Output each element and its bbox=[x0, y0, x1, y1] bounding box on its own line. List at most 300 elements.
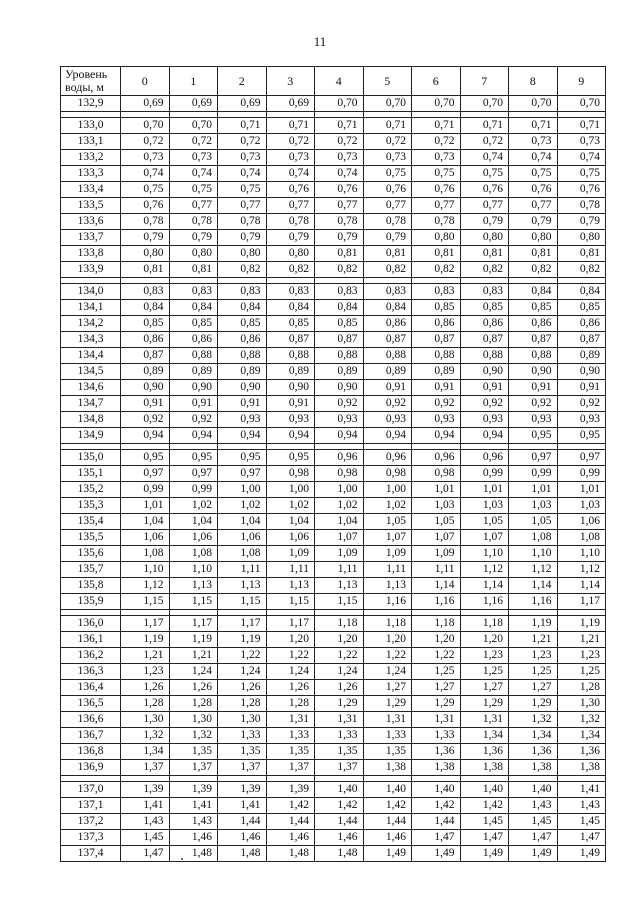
value-cell: 0,90 bbox=[169, 380, 218, 396]
value-cell: 1,44 bbox=[412, 814, 461, 830]
table-header-row bbox=[61, 67, 606, 96]
value-cell: 0,85 bbox=[412, 300, 461, 316]
value-cell: 0,83 bbox=[363, 284, 412, 300]
level-cell: 135,6 bbox=[61, 546, 121, 562]
value-cell: 1,12 bbox=[460, 562, 509, 578]
scan-speck bbox=[181, 858, 183, 860]
value-cell: 1,47 bbox=[557, 830, 606, 846]
value-cell: 1,31 bbox=[266, 712, 315, 728]
value-cell: 0,85 bbox=[557, 300, 606, 316]
level-cell: 134,2 bbox=[61, 316, 121, 332]
level-cell: 137,3 bbox=[61, 830, 121, 846]
table-row bbox=[61, 814, 606, 830]
value-cell: 1,32 bbox=[169, 728, 218, 744]
value-cell: 0,73 bbox=[557, 134, 606, 150]
value-cell: 1,39 bbox=[121, 782, 170, 798]
level-cell: 137,4 bbox=[61, 846, 121, 862]
value-cell: 0,74 bbox=[218, 166, 267, 182]
value-cell: 1,48 bbox=[315, 846, 364, 862]
value-cell: 1,08 bbox=[121, 546, 170, 562]
table-row bbox=[61, 798, 606, 814]
value-cell: 1,45 bbox=[509, 814, 558, 830]
value-cell: 0,80 bbox=[169, 246, 218, 262]
value-cell: 1,38 bbox=[460, 760, 509, 776]
value-cell: 0,98 bbox=[315, 466, 364, 482]
value-cell: 1,20 bbox=[315, 632, 364, 648]
value-cell: 1,29 bbox=[509, 696, 558, 712]
value-cell: 1,18 bbox=[460, 616, 509, 632]
table-row bbox=[61, 150, 606, 166]
value-cell: 0,86 bbox=[169, 332, 218, 348]
value-cell: 1,19 bbox=[557, 616, 606, 632]
value-cell: 0,72 bbox=[266, 134, 315, 150]
level-cell: 134,4 bbox=[61, 348, 121, 364]
value-cell: 1,46 bbox=[363, 830, 412, 846]
table-row bbox=[61, 262, 606, 278]
value-cell: 0,91 bbox=[363, 380, 412, 396]
table-row bbox=[61, 830, 606, 846]
value-cell: 0,76 bbox=[460, 182, 509, 198]
value-cell: 0,79 bbox=[266, 230, 315, 246]
table-row bbox=[61, 648, 606, 664]
level-cell: 134,1 bbox=[61, 300, 121, 316]
value-cell: 1,06 bbox=[266, 530, 315, 546]
value-cell: 1,19 bbox=[509, 616, 558, 632]
value-cell: 1,46 bbox=[315, 830, 364, 846]
value-cell: 0,78 bbox=[121, 214, 170, 230]
value-cell: 0,84 bbox=[169, 300, 218, 316]
value-cell: 0,91 bbox=[509, 380, 558, 396]
value-cell: 1,18 bbox=[412, 616, 461, 632]
value-cell: 0,69 bbox=[169, 96, 218, 112]
value-cell: 1,38 bbox=[557, 760, 606, 776]
value-cell: 1,04 bbox=[266, 514, 315, 530]
value-cell: 0,89 bbox=[121, 364, 170, 380]
value-cell: 0,98 bbox=[266, 466, 315, 482]
value-cell: 0,90 bbox=[315, 380, 364, 396]
value-cell: 1,02 bbox=[315, 498, 364, 514]
value-cell: 0,94 bbox=[218, 428, 267, 444]
value-cell: 0,81 bbox=[315, 246, 364, 262]
value-cell: 0,86 bbox=[218, 332, 267, 348]
column-header-5: 5 bbox=[363, 67, 412, 96]
value-cell: 1,06 bbox=[218, 530, 267, 546]
value-cell: 0,78 bbox=[412, 214, 461, 230]
table-row bbox=[61, 364, 606, 380]
column-header-1: 1 bbox=[169, 67, 218, 96]
value-cell: 0,91 bbox=[266, 396, 315, 412]
value-cell: 0,92 bbox=[121, 412, 170, 428]
value-cell: 1,03 bbox=[557, 498, 606, 514]
table-row bbox=[61, 466, 606, 482]
value-cell: 1,48 bbox=[218, 846, 267, 862]
value-cell: 0,76 bbox=[121, 198, 170, 214]
value-cell: 1,25 bbox=[412, 664, 461, 680]
table-row bbox=[61, 696, 606, 712]
value-cell: 0,84 bbox=[315, 300, 364, 316]
value-cell: 0,88 bbox=[509, 348, 558, 364]
value-cell: 0,86 bbox=[121, 332, 170, 348]
value-cell: 1,49 bbox=[460, 846, 509, 862]
value-cell: 1,16 bbox=[412, 594, 461, 610]
value-cell: 1,04 bbox=[315, 514, 364, 530]
value-cell: 0,81 bbox=[460, 246, 509, 262]
value-cell: 1,26 bbox=[315, 680, 364, 696]
value-cell: 0,80 bbox=[557, 230, 606, 246]
value-cell: 1,22 bbox=[363, 648, 412, 664]
value-cell: 1,30 bbox=[169, 712, 218, 728]
value-cell: 0,88 bbox=[169, 348, 218, 364]
value-cell: 1,47 bbox=[412, 830, 461, 846]
value-cell: 0,85 bbox=[266, 316, 315, 332]
value-cell: 0,71 bbox=[315, 118, 364, 134]
value-cell: 1,35 bbox=[169, 744, 218, 760]
level-cell: 136,5 bbox=[61, 696, 121, 712]
value-cell: 1,02 bbox=[169, 498, 218, 514]
table-row bbox=[61, 782, 606, 798]
value-cell: 0,89 bbox=[315, 364, 364, 380]
table-row bbox=[61, 246, 606, 262]
value-cell: 0,70 bbox=[363, 96, 412, 112]
value-cell: 0,77 bbox=[266, 198, 315, 214]
value-cell: 0,79 bbox=[315, 230, 364, 246]
value-cell: 1,13 bbox=[363, 578, 412, 594]
value-cell: 0,82 bbox=[460, 262, 509, 278]
value-cell: 1,20 bbox=[412, 632, 461, 648]
value-cell: 1,24 bbox=[363, 664, 412, 680]
value-cell: 0,77 bbox=[218, 198, 267, 214]
value-cell: 1,28 bbox=[218, 696, 267, 712]
value-cell: 1,47 bbox=[509, 830, 558, 846]
value-cell: 1,22 bbox=[266, 648, 315, 664]
value-cell: 1,34 bbox=[509, 728, 558, 744]
value-cell: 1,43 bbox=[121, 814, 170, 830]
value-cell: 0,84 bbox=[266, 300, 315, 316]
level-cell: 135,0 bbox=[61, 450, 121, 466]
value-cell: 1,01 bbox=[509, 482, 558, 498]
value-cell: 1,06 bbox=[557, 514, 606, 530]
value-cell: 1,33 bbox=[363, 728, 412, 744]
value-cell: 1,00 bbox=[266, 482, 315, 498]
level-cell: 133,6 bbox=[61, 214, 121, 230]
table-row bbox=[61, 396, 606, 412]
value-cell: 1,22 bbox=[315, 648, 364, 664]
value-cell: 0,74 bbox=[557, 150, 606, 166]
value-cell: 1,20 bbox=[266, 632, 315, 648]
value-cell: 0,82 bbox=[557, 262, 606, 278]
value-cell: 1,07 bbox=[315, 530, 364, 546]
value-cell: 1,17 bbox=[218, 616, 267, 632]
value-cell: 1,40 bbox=[315, 782, 364, 798]
value-cell: 1,31 bbox=[315, 712, 364, 728]
value-cell: 0,89 bbox=[169, 364, 218, 380]
level-cell: 133,1 bbox=[61, 134, 121, 150]
value-cell: 0,88 bbox=[315, 348, 364, 364]
table-body bbox=[61, 96, 606, 862]
value-cell: 1,33 bbox=[412, 728, 461, 744]
value-cell: 0,72 bbox=[315, 134, 364, 150]
value-cell: 1,21 bbox=[169, 648, 218, 664]
value-cell: 0,97 bbox=[169, 466, 218, 482]
value-cell: 1,05 bbox=[363, 514, 412, 530]
value-cell: 1,27 bbox=[363, 680, 412, 696]
value-cell: 1,27 bbox=[509, 680, 558, 696]
column-header-8: 8 bbox=[509, 67, 558, 96]
value-cell: 1,40 bbox=[412, 782, 461, 798]
value-cell: 0,95 bbox=[169, 450, 218, 466]
value-cell: 1,24 bbox=[315, 664, 364, 680]
value-cell: 0,94 bbox=[266, 428, 315, 444]
level-cell: 135,9 bbox=[61, 594, 121, 610]
value-cell: 1,47 bbox=[460, 830, 509, 846]
value-cell: 1,01 bbox=[557, 482, 606, 498]
level-cell: 137,1 bbox=[61, 798, 121, 814]
value-cell: 1,22 bbox=[218, 648, 267, 664]
value-cell: 1,46 bbox=[169, 830, 218, 846]
value-cell: 1,34 bbox=[460, 728, 509, 744]
value-cell: 0,85 bbox=[509, 300, 558, 316]
value-cell: 0,71 bbox=[557, 118, 606, 134]
value-cell: 1,35 bbox=[315, 744, 364, 760]
value-cell: 0,79 bbox=[121, 230, 170, 246]
value-cell: 1,35 bbox=[363, 744, 412, 760]
value-cell: 1,39 bbox=[218, 782, 267, 798]
value-cell: 1,26 bbox=[169, 680, 218, 696]
level-cell: 133,0 bbox=[61, 118, 121, 134]
value-cell: 1,34 bbox=[121, 744, 170, 760]
value-cell: 0,80 bbox=[121, 246, 170, 262]
value-cell: 1,32 bbox=[121, 728, 170, 744]
value-cell: 0,99 bbox=[121, 482, 170, 498]
level-cell: 134,8 bbox=[61, 412, 121, 428]
value-cell: 0,97 bbox=[557, 450, 606, 466]
value-cell: 1,11 bbox=[266, 562, 315, 578]
value-cell: 1,29 bbox=[315, 696, 364, 712]
value-cell: 0,74 bbox=[315, 166, 364, 182]
table-row bbox=[61, 846, 606, 862]
value-cell: 1,38 bbox=[509, 760, 558, 776]
value-cell: 0,75 bbox=[363, 166, 412, 182]
value-cell: 1,09 bbox=[315, 546, 364, 562]
value-cell: 1,01 bbox=[121, 498, 170, 514]
level-cell: 136,1 bbox=[61, 632, 121, 648]
water-level-table bbox=[60, 66, 606, 862]
value-cell: 0,97 bbox=[121, 466, 170, 482]
value-cell: 1,38 bbox=[363, 760, 412, 776]
value-cell: 0,71 bbox=[218, 118, 267, 134]
value-cell: 0,88 bbox=[412, 348, 461, 364]
value-cell: 0,75 bbox=[121, 182, 170, 198]
value-cell: 1,20 bbox=[460, 632, 509, 648]
value-cell: 0,97 bbox=[218, 466, 267, 482]
value-cell: 0,88 bbox=[363, 348, 412, 364]
value-cell: 0,71 bbox=[460, 118, 509, 134]
value-cell: 0,87 bbox=[460, 332, 509, 348]
table-row bbox=[61, 562, 606, 578]
value-cell: 0,87 bbox=[315, 332, 364, 348]
table-row bbox=[61, 182, 606, 198]
level-cell: 136,7 bbox=[61, 728, 121, 744]
table-row bbox=[61, 498, 606, 514]
value-cell: 1,21 bbox=[509, 632, 558, 648]
table-row bbox=[61, 118, 606, 134]
value-cell: 0,91 bbox=[557, 380, 606, 396]
value-cell: 0,79 bbox=[509, 214, 558, 230]
value-cell: 0,79 bbox=[218, 230, 267, 246]
value-cell: 1,19 bbox=[169, 632, 218, 648]
value-cell: 0,76 bbox=[412, 182, 461, 198]
value-cell: 0,86 bbox=[557, 316, 606, 332]
value-cell: 0,80 bbox=[460, 230, 509, 246]
value-cell: 1,42 bbox=[412, 798, 461, 814]
value-cell: 0,73 bbox=[266, 150, 315, 166]
value-cell: 0,85 bbox=[121, 316, 170, 332]
value-cell: 1,48 bbox=[169, 846, 218, 862]
value-cell: 1,41 bbox=[557, 782, 606, 798]
value-cell: 1,16 bbox=[509, 594, 558, 610]
value-cell: 0,84 bbox=[121, 300, 170, 316]
value-cell: 0,75 bbox=[509, 166, 558, 182]
value-cell: 1,28 bbox=[266, 696, 315, 712]
value-cell: 1,26 bbox=[218, 680, 267, 696]
value-cell: 0,93 bbox=[266, 412, 315, 428]
table-row bbox=[61, 760, 606, 776]
value-cell: 0,82 bbox=[315, 262, 364, 278]
table-row bbox=[61, 546, 606, 562]
value-cell: 0,99 bbox=[460, 466, 509, 482]
value-cell: 0,87 bbox=[412, 332, 461, 348]
value-cell: 0,94 bbox=[169, 428, 218, 444]
value-cell: 1,37 bbox=[169, 760, 218, 776]
table-row bbox=[61, 514, 606, 530]
value-cell: 0,78 bbox=[363, 214, 412, 230]
value-cell: 1,03 bbox=[460, 498, 509, 514]
table-row bbox=[61, 134, 606, 150]
table-row bbox=[61, 712, 606, 728]
value-cell: 1,31 bbox=[460, 712, 509, 728]
table-row bbox=[61, 332, 606, 348]
value-cell: 1,30 bbox=[557, 696, 606, 712]
value-cell: 0,81 bbox=[412, 246, 461, 262]
level-cell: 136,6 bbox=[61, 712, 121, 728]
value-cell: 0,97 bbox=[509, 450, 558, 466]
value-cell: 1,02 bbox=[363, 498, 412, 514]
value-cell: 1,11 bbox=[363, 562, 412, 578]
value-cell: 0,85 bbox=[169, 316, 218, 332]
value-cell: 1,17 bbox=[169, 616, 218, 632]
level-cell: 135,1 bbox=[61, 466, 121, 482]
value-cell: 1,41 bbox=[169, 798, 218, 814]
value-cell: 1,49 bbox=[509, 846, 558, 862]
value-cell: 1,45 bbox=[121, 830, 170, 846]
value-cell: 0,72 bbox=[412, 134, 461, 150]
value-cell: 0,79 bbox=[557, 214, 606, 230]
table-row bbox=[61, 482, 606, 498]
value-cell: 0,82 bbox=[509, 262, 558, 278]
value-cell: 0,92 bbox=[557, 396, 606, 412]
value-cell: 0,81 bbox=[363, 246, 412, 262]
value-cell: 1,19 bbox=[121, 632, 170, 648]
level-cell: 133,3 bbox=[61, 166, 121, 182]
value-cell: 0,92 bbox=[509, 396, 558, 412]
value-cell: 1,02 bbox=[266, 498, 315, 514]
value-cell: 0,78 bbox=[218, 214, 267, 230]
value-cell: 0,85 bbox=[218, 316, 267, 332]
value-cell: 1,17 bbox=[557, 594, 606, 610]
table-row bbox=[61, 616, 606, 632]
value-cell: 1,32 bbox=[509, 712, 558, 728]
value-cell: 0,95 bbox=[509, 428, 558, 444]
value-cell: 1,36 bbox=[509, 744, 558, 760]
value-cell: 1,40 bbox=[363, 782, 412, 798]
value-cell: 1,13 bbox=[266, 578, 315, 594]
value-cell: 1,15 bbox=[218, 594, 267, 610]
value-cell: 0,96 bbox=[315, 450, 364, 466]
value-cell: 0,85 bbox=[460, 300, 509, 316]
value-cell: 1,08 bbox=[218, 546, 267, 562]
value-cell: 1,29 bbox=[363, 696, 412, 712]
value-cell: 1,05 bbox=[460, 514, 509, 530]
column-header-4: 4 bbox=[315, 67, 364, 96]
value-cell: 0,94 bbox=[121, 428, 170, 444]
value-cell: 1,31 bbox=[363, 712, 412, 728]
value-cell: 0,75 bbox=[557, 166, 606, 182]
value-cell: 1,49 bbox=[363, 846, 412, 862]
value-cell: 0,73 bbox=[412, 150, 461, 166]
table-row bbox=[61, 578, 606, 594]
value-cell: 1,15 bbox=[266, 594, 315, 610]
value-cell: 0,87 bbox=[363, 332, 412, 348]
value-cell: 1,40 bbox=[460, 782, 509, 798]
value-cell: 1,28 bbox=[557, 680, 606, 696]
value-cell: 0,70 bbox=[121, 118, 170, 134]
level-cell: 135,8 bbox=[61, 578, 121, 594]
value-cell: 1,15 bbox=[121, 594, 170, 610]
value-cell: 0,89 bbox=[412, 364, 461, 380]
value-cell: 0,95 bbox=[557, 428, 606, 444]
value-cell: 0,77 bbox=[509, 198, 558, 214]
value-cell: 1,37 bbox=[266, 760, 315, 776]
value-cell: 1,13 bbox=[315, 578, 364, 594]
value-cell: 0,92 bbox=[169, 412, 218, 428]
value-cell: 0,86 bbox=[363, 316, 412, 332]
table-row bbox=[61, 198, 606, 214]
value-cell: 1,44 bbox=[218, 814, 267, 830]
value-cell: 1,46 bbox=[218, 830, 267, 846]
value-cell: 1,18 bbox=[363, 616, 412, 632]
value-cell: 1,23 bbox=[509, 648, 558, 664]
value-cell: 1,44 bbox=[266, 814, 315, 830]
value-cell: 0,93 bbox=[509, 412, 558, 428]
value-cell: 0,70 bbox=[412, 96, 461, 112]
value-cell: 0,71 bbox=[509, 118, 558, 134]
value-cell: 1,29 bbox=[412, 696, 461, 712]
level-cell: 134,5 bbox=[61, 364, 121, 380]
table-row bbox=[61, 284, 606, 300]
value-cell: 0,87 bbox=[266, 332, 315, 348]
value-cell: 0,83 bbox=[315, 284, 364, 300]
value-cell: 0,73 bbox=[169, 150, 218, 166]
value-cell: 0,84 bbox=[509, 284, 558, 300]
value-cell: 0,71 bbox=[412, 118, 461, 134]
level-cell: 136,8 bbox=[61, 744, 121, 760]
value-cell: 1,23 bbox=[557, 648, 606, 664]
level-column-header: Уровень воды, м bbox=[61, 67, 121, 96]
table-row bbox=[61, 380, 606, 396]
value-cell: 0,86 bbox=[509, 316, 558, 332]
value-cell: 0,74 bbox=[460, 150, 509, 166]
table-row bbox=[61, 300, 606, 316]
